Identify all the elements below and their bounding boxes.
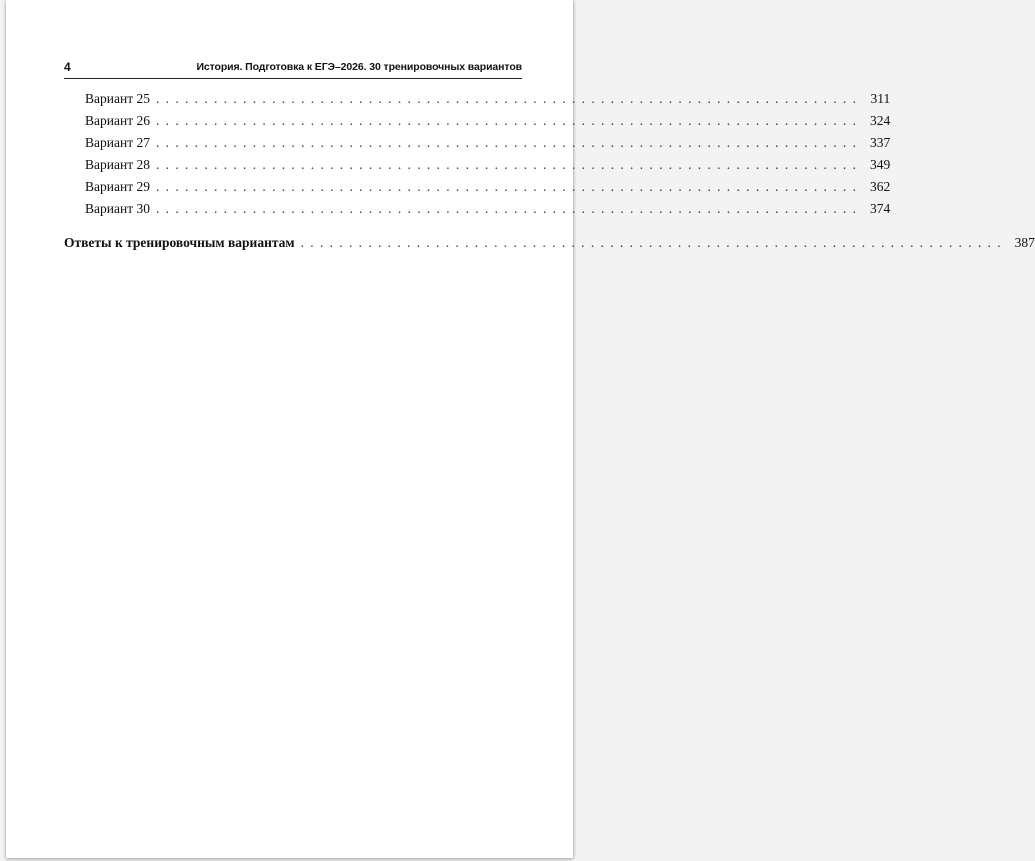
running-header [64, 59, 522, 79]
toc-entry-page: 337 [870, 135, 891, 150]
toc-entry-variant-26[interactable] [85, 111, 891, 131]
toc-entry-variant-25[interactable] [85, 89, 891, 109]
toc-leader-dots: ......................................................................... [300, 235, 1007, 250]
toc-entry-page: 324 [870, 113, 891, 128]
toc-entry-label: Вариант 27 [85, 135, 150, 150]
toc-entry-variant-30[interactable] [85, 199, 891, 219]
toc-leader-dots: ......................................................................... [155, 157, 863, 172]
toc-entry-label: Ответы к тренировочным вариантам [64, 235, 295, 250]
toc-entry-answers[interactable] [64, 233, 1035, 253]
toc-entry-variant-29[interactable] [85, 177, 891, 197]
document-page [6, 0, 1035, 858]
toc-leader-dots: ......................................................................... [155, 113, 863, 128]
toc-entry-page: 362 [870, 179, 891, 194]
toc-entry-page: 311 [870, 91, 891, 106]
toc-entry-label: Вариант 26 [85, 113, 150, 128]
toc-leader-dots: ......................................................................... [155, 201, 863, 216]
toc-entry-label: Вариант 30 [85, 201, 150, 216]
toc-entry-variant-28[interactable] [85, 155, 891, 175]
book-title: История. Подготовка к ЕГЭ–2026. 30 тренировочных вариантов [196, 61, 522, 73]
toc-entry-variant-27[interactable] [85, 133, 891, 153]
toc-entry-page: 374 [870, 201, 891, 216]
toc-leader-dots: ......................................................................... [155, 135, 863, 150]
toc-entry-label: Вариант 28 [85, 157, 150, 172]
toc-entry-label: Вариант 25 [85, 91, 150, 106]
toc-entry-label: Вариант 29 [85, 179, 150, 194]
toc-leader-dots: ......................................................................... [155, 179, 863, 194]
toc-entry-page: 349 [870, 157, 891, 172]
toc-entry-page: 387 [1014, 235, 1035, 250]
page-number: 4 [64, 60, 71, 74]
toc-leader-dots: ......................................................................... [155, 91, 863, 106]
